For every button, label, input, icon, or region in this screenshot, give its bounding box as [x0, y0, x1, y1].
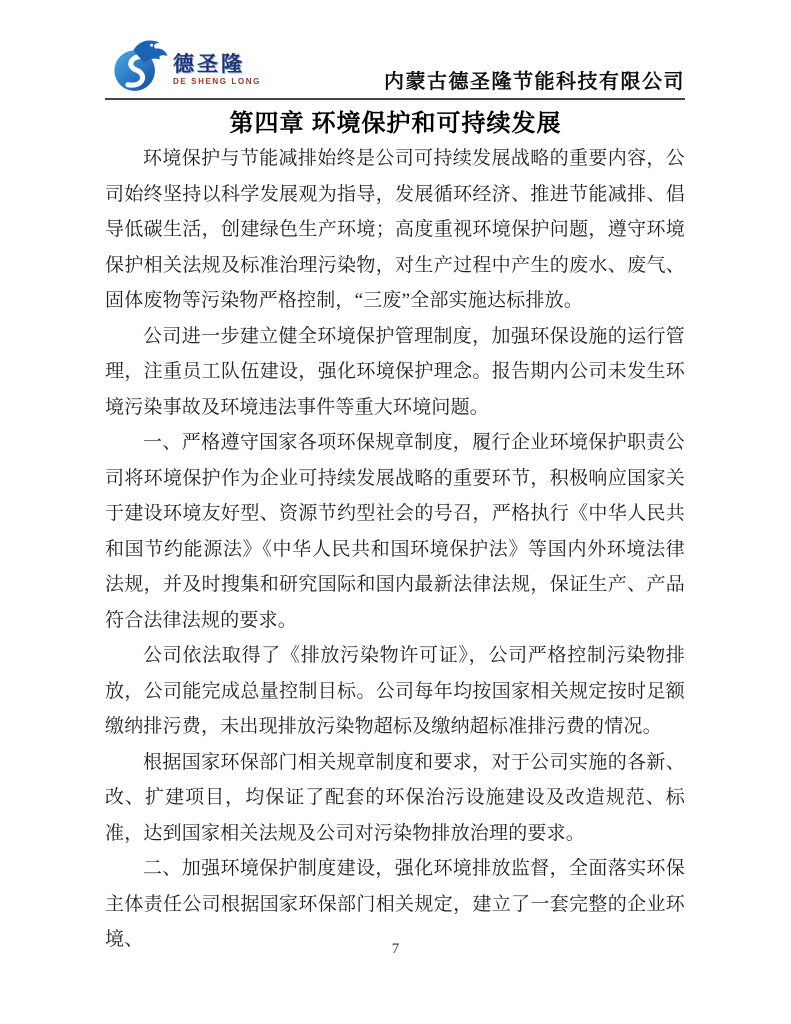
paragraph: 公司依法取得了《排放污染物许可证》，公司严格控制污染物排放，公司能完成总量控制目标。公司每年均按国家相关规定按时足额缴纳排污费，未出现排放污染物超标及缴纳超标准排污费的情况。 — [105, 645, 685, 737]
paragraph: 根据国家环保部门相关规章制度和要求，对于公司实施的各新、改、扩建项目，均保证了配套的环保治污设施建设及改造规范、标准，达到国家相关法规及公司对污染物排放治理的要求。 — [105, 751, 685, 844]
document-body — [105, 141, 685, 958]
logo-en-text: DE SHENG LONG — [173, 77, 261, 86]
page-number: 7 — [391, 941, 400, 957]
paragraph: 环境保护与节能减排始终是公司可持续发展战略的重要内容，公司始终坚持以科学发展观为指导，发展循环经济、推进节能减排、倡导低碳生活，创建绿色生产环境；高度重视环境保护问题，遵守环境保护相关法规及标准治理污染物，对生产过程中产生的废水、废气、固体废物等污染物严格控制，“三废”全部实施达标排放。 — [105, 148, 685, 311]
page-header — [105, 0, 685, 100]
company-logo — [111, 36, 261, 94]
logo-cn-text: 德圣隆 — [173, 53, 245, 76]
dragon-sphere-icon — [111, 36, 173, 94]
paragraph: 一、严格遵守国家各项环保规章制度，履行企业环境保护职责公司将环境保护作为企业可持续发展战略的重要环节，积极响应国家关于建设环境友好型、资源节约型社会的号召，严格执行《中华人民共和国节约能源法》《中华人民共和国环境保护法》等国内外环境法律法规，并及时搜集和研究国际和国内最新法律法规，保证生产、产品符合法律法规的要求。 — [105, 432, 685, 631]
paragraph: 二、加强环境保护制度建设，强化环境排放监督，全面落实环保主体责任公司根据国家环保部门相关规定，建立了一套完整的企业环境、 — [105, 858, 685, 950]
logo-text-block — [173, 54, 261, 86]
paragraph: 公司进一步建立健全环境保护管理制度，加强环保设施的运行管理，注重员工队伍建设，强化环境保护理念。报告期内公司未发生环境污染事故及环境违法事件等重大环境问题。 — [105, 325, 685, 418]
company-name: 内蒙古德圣隆节能科技有限公司 — [384, 71, 685, 93]
chapter-title: 第四章 环境保护和可持续发展 — [229, 111, 562, 137]
